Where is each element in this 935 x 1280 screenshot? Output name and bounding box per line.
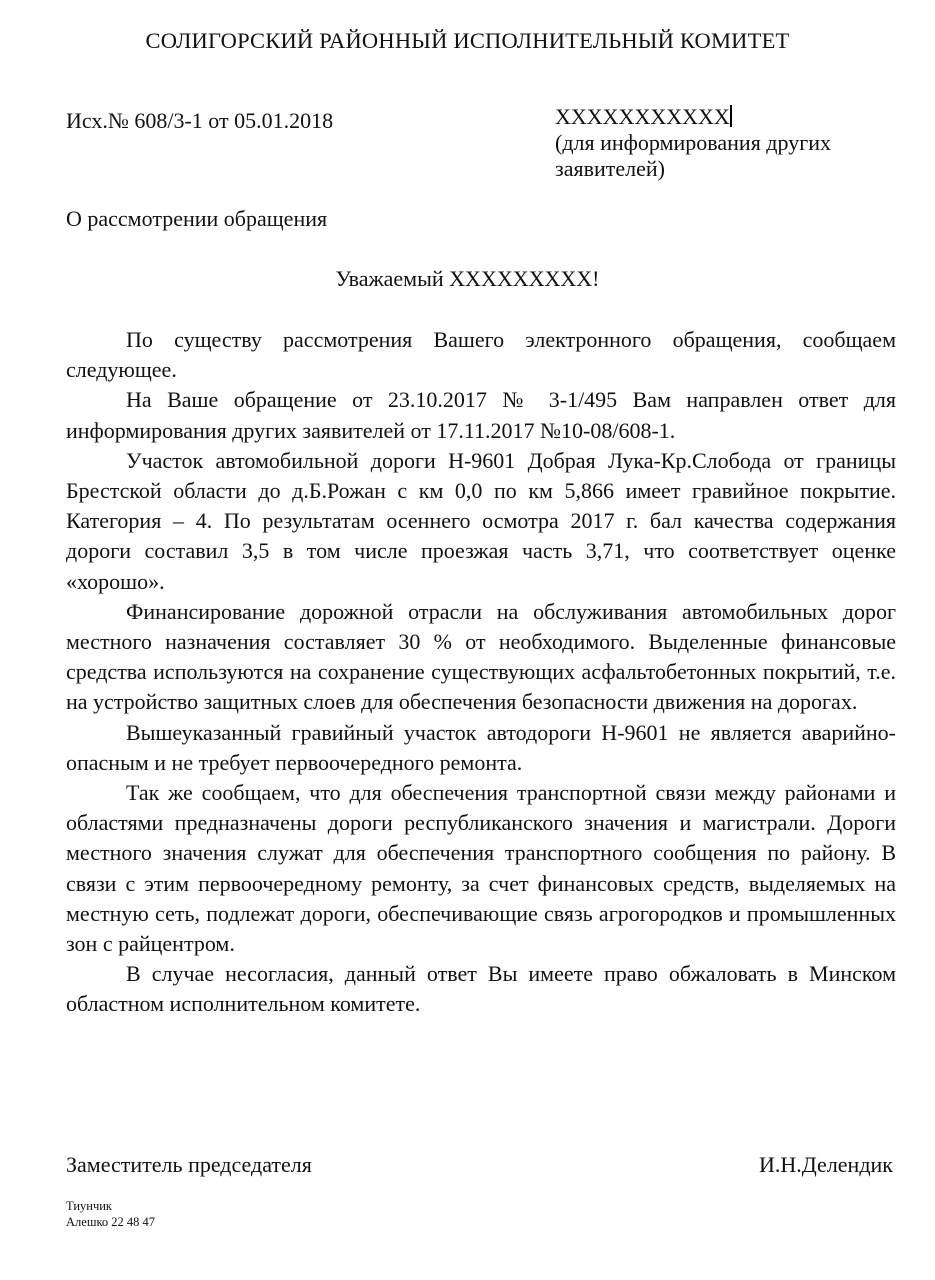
signer-position: Заместитель председателя xyxy=(66,1152,312,1177)
paragraph: В случае несогласия, данный ответ Вы имеете право обжаловать в Минском областном исполнительном комитете. xyxy=(66,961,896,1017)
paragraph: Финансирование дорожной отрасли на обслуживания автомобильных дорог местного назначения составляет 30 % от необходимого. Выделенные финансовые средства используются на сохранение существующих асфальтобетонных покрытий, т.е. на устройство защитных слоев для обеспечения безопасности движения на дорогах. xyxy=(66,598,896,715)
paragraph: Участок автомобильной дороги Н-9601 Добрая Лука-Кр.Слобода от границы Брестской области до д.Б.Рожан с км 0,0 по км 5,866 имеет гравийное покрытие. Категория – 4. По результатам осеннего осмотра 2017 г. бал качества содержания дороги составил 3,5 в том числе проезжая часть 3,71, что соответствует оценке «хорошо». xyxy=(66,447,896,594)
paragraph: По существу рассмотрения Вашего электронного обращения, сообщаем следующее. xyxy=(66,327,896,383)
paragraph: Так же сообщаем, что для обеспечения транспортной связи между районами и областями предназначены дороги республиканского значения и магистрали. Дороги местного значения служат для обеспечения транспортного сообщения по району. В связи с этим первоочередному ремонту, за счет финансовых средств, выделяемых на местную сеть, подлежат дороги, обеспечивающие связь агрогородков и промышленных зон с райцентром. xyxy=(66,780,896,957)
text-cursor xyxy=(730,105,732,127)
addressee-note: (для информирования других заявителей) xyxy=(555,130,832,181)
executor-name: Тиунчик xyxy=(66,1199,113,1213)
addressee: XXXXXXXXXXX xyxy=(555,104,730,129)
signer-name: И.Н.Делендик xyxy=(759,1152,893,1177)
paragraph: Вышеуказанный гравийный участок автодороги Н-9601 не является аварийно-опасным и не требует первоочередного ремонта. xyxy=(66,719,896,775)
paragraph: На Ваше обращение от 23.10.2017 № 3-1/495 Вам направлен ответ для информирования других заявителей от 17.11.2017 №10-08/608-1. xyxy=(66,387,896,443)
addressee-block xyxy=(555,104,900,182)
organization-title: СОЛИГОРСКИЙ РАЙОННЫЙ ИСПОЛНИТЕЛЬНЫЙ КОМИТЕТ xyxy=(145,28,790,53)
subject-line: О рассмотрении обращения xyxy=(66,206,328,231)
executor-phone: Алешко 22 48 47 xyxy=(66,1215,156,1229)
outgoing-number: Исх.№ 608/3-1 от 05.01.2018 xyxy=(66,108,334,133)
greeting: Уважаемый XXXXXXXXX! xyxy=(335,266,600,291)
executor-block xyxy=(66,1198,155,1230)
letter-body xyxy=(66,325,896,1020)
